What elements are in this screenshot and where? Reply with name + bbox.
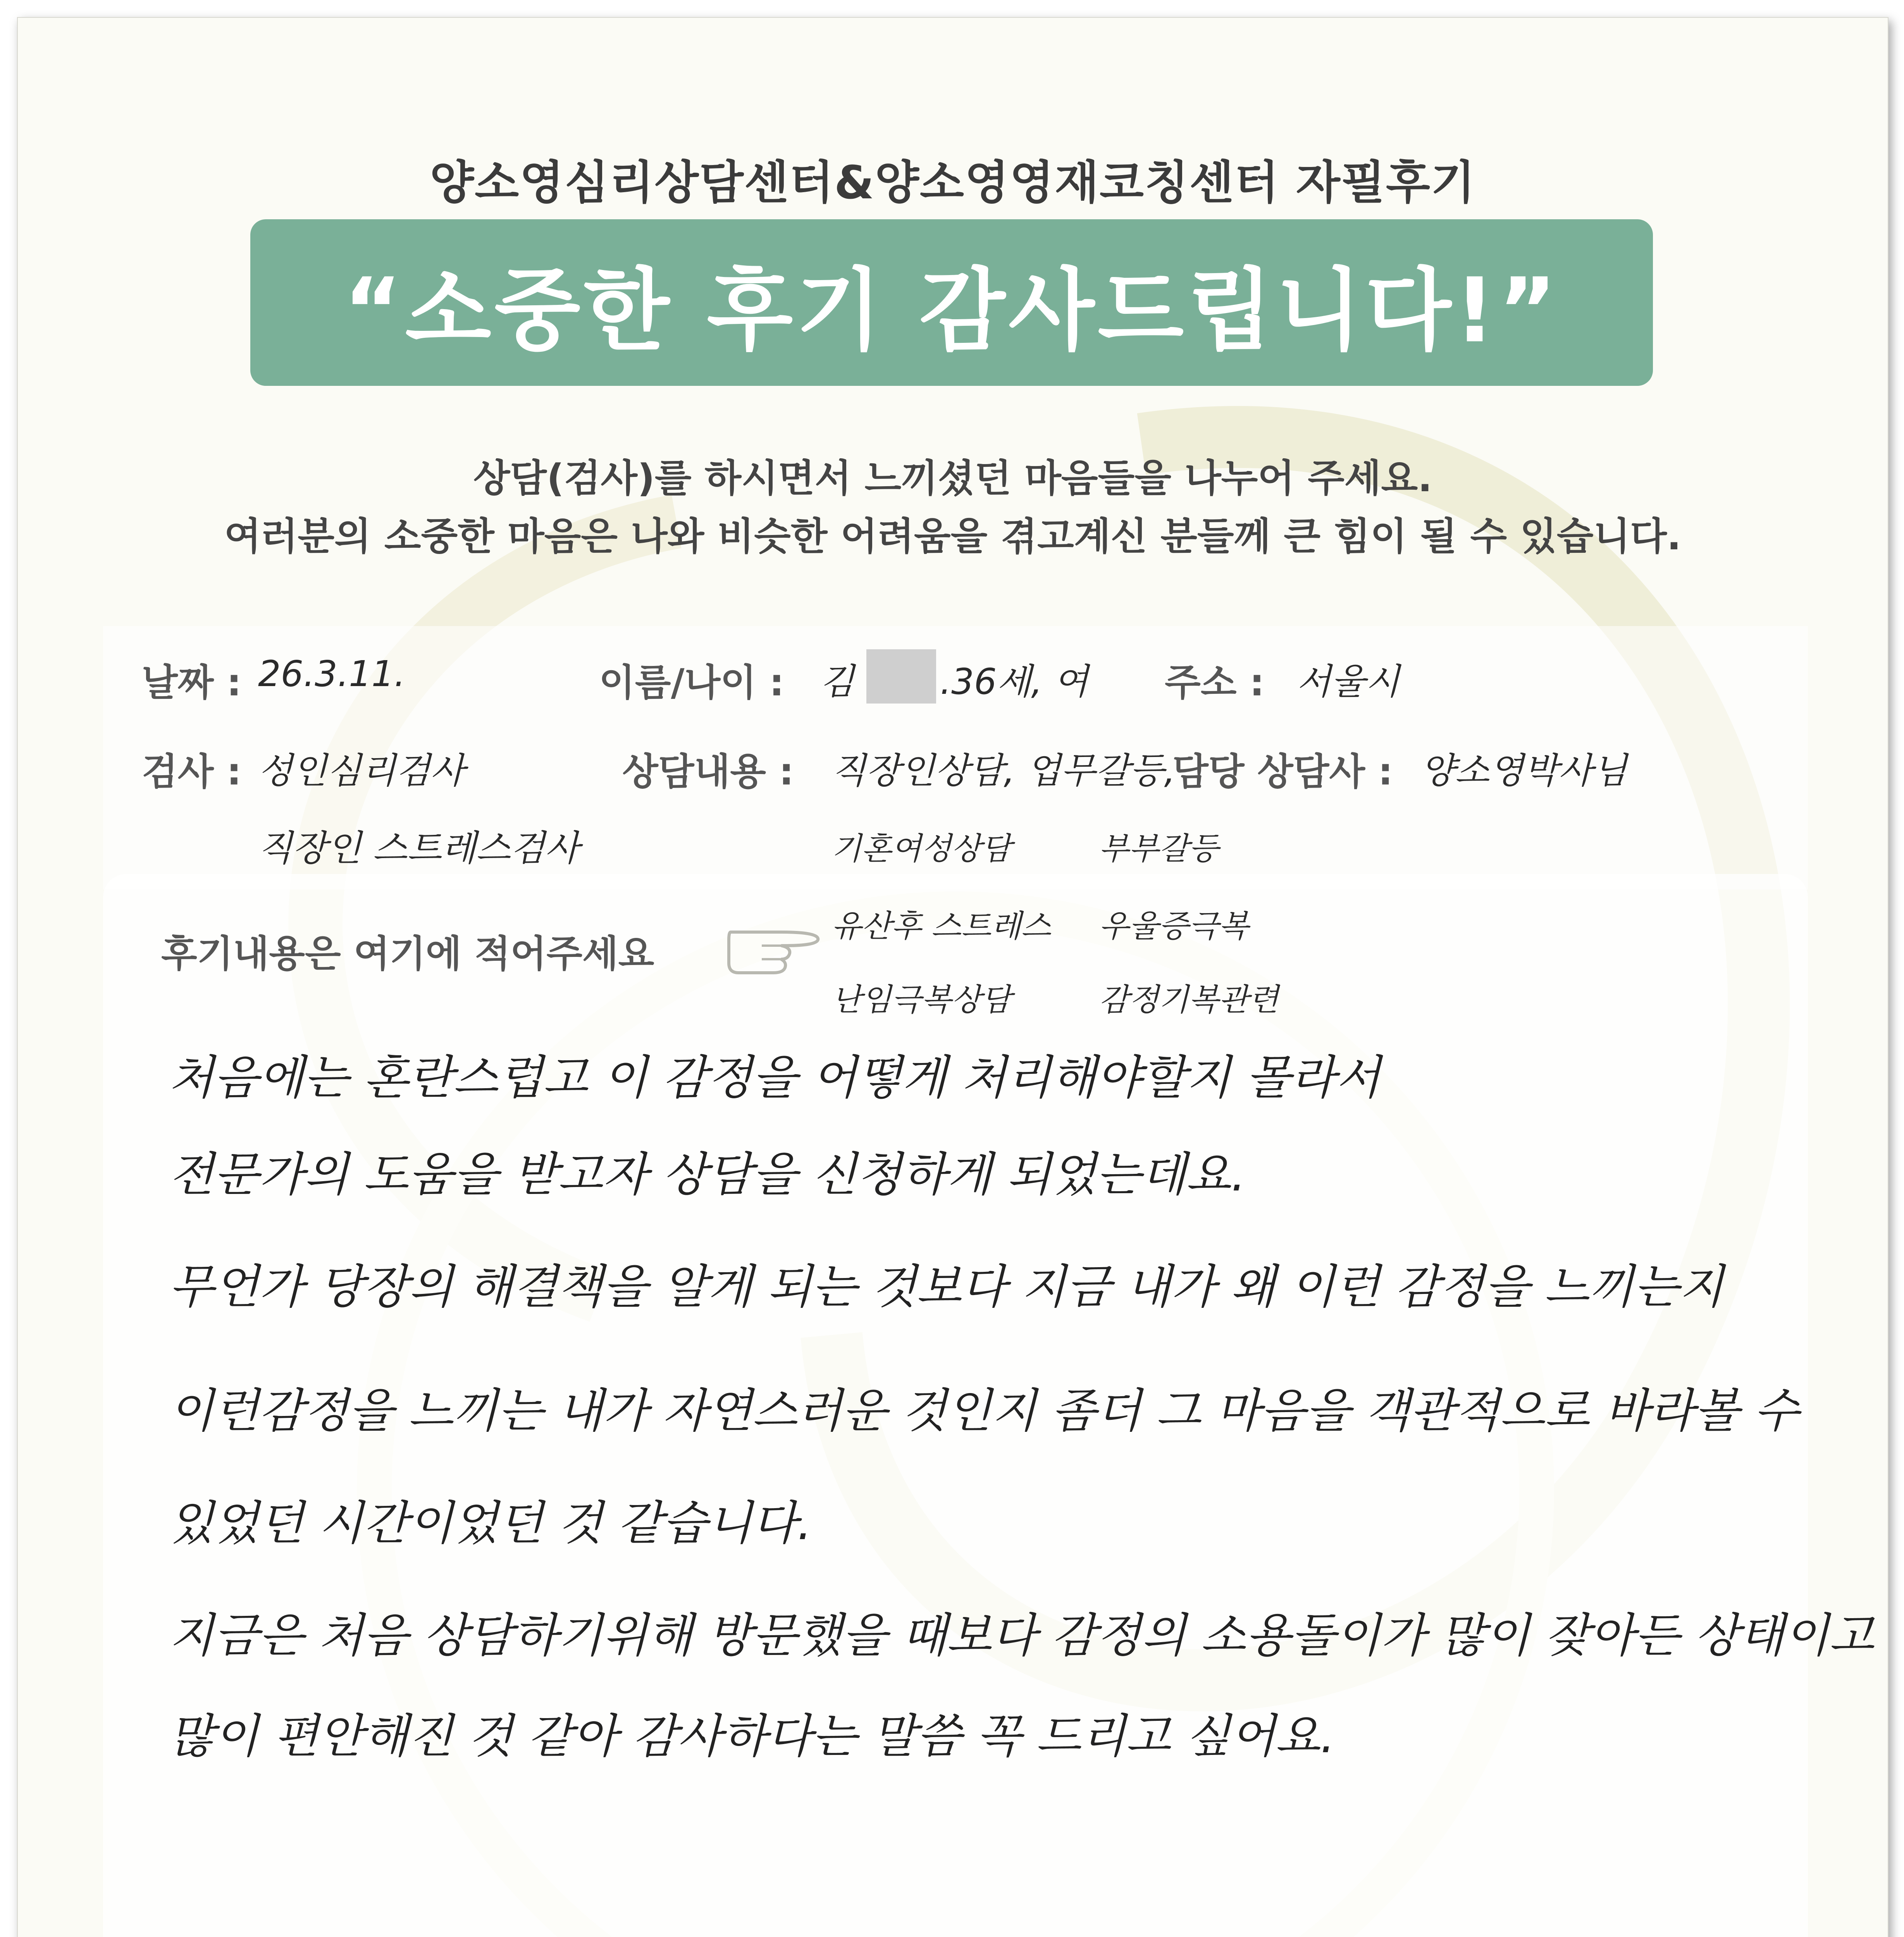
review-line-4: 이런감정을 느끼는 내가 자연스러운 것인지 좀더 그 마음을 객관적으로 바라볼 수 [169,1384,1799,1438]
pointing-hand-icon [723,901,824,979]
intro-line-1: 상담(검사)를 하시면서 느끼셨던 마음들을 나누어 주세요. [473,456,1432,501]
counsel-value-7: 감정기복관련 [1099,982,1279,1018]
test-value-1: 성인심리검사 [258,750,465,791]
review-line-1: 처음에는 혼란스럽고 이 감정을 어떻게 처리해야할지 몰라서 [169,1051,1381,1105]
intro-line-2: 여러분의 소중한 마음은 나와 비슷한 어려움을 겪고계신 분들께 큰 힘이 될 수 있습니다. [224,514,1682,559]
name-redaction [866,649,936,704]
age-value: .36세, 여 [940,661,1088,702]
banner-text: “소중한 후기 감사드립니다!” [343,259,1560,363]
review-line-2: 전문가의 도움을 받고자 상담을 신청하게 되었는데요. [169,1148,1246,1202]
name-label: 이름/나이 : [599,661,784,704]
counselor-label: 담당 상담사 : [1172,750,1393,793]
name-value: 김 [820,661,854,702]
counsel-value-1: 직장인상담, 업무갈등, [831,750,1176,791]
counsel-label: 상담내용 : [622,750,794,793]
counsel-value-2: 기혼여성상담 [831,831,1011,867]
date-label: 날짜 : [142,661,242,704]
counsel-value-3: 부부갈등 [1099,831,1219,867]
counselor-value: 양소영박사님 [1420,750,1627,791]
counsel-value-4: 유산후 스트레스 [831,908,1051,944]
test-label: 검사 : [142,750,242,793]
review-line-5: 있었던 시간이었던 것 같습니다. [169,1497,812,1550]
review-sheet [17,17,1889,1937]
review-prompt: 후기내용은 여기에 적어주세요 [161,932,654,975]
review-line-6: 지금은 처음 상담하기위해 방문했을 때보다 감정의 소용돌이가 많이 잦아든 상태이고 [169,1609,1874,1663]
date-value: 26.3.11. [258,653,406,695]
counsel-value-6: 난임극복상담 [831,982,1011,1018]
counsel-value-5: 우울증극복 [1099,908,1249,944]
review-line-7: 많이 편안해진 것 같아 감사하다는 말씀 꼭 드리고 싶어요. [169,1710,1335,1763]
address-label: 주소 : [1165,661,1265,704]
address-value: 서울시 [1296,661,1400,702]
review-line-3: 무언가 당장의 해결책을 알게 되는 것보다 지금 내가 왜 이런 감정을 느끼는지 [169,1260,1724,1314]
header-title: 양소영심리상담센터&양소영영재코칭센터 자필후기 [430,156,1476,209]
thanks-banner [250,219,1653,386]
test-value-2: 직장인 스트레스검사 [258,827,580,869]
